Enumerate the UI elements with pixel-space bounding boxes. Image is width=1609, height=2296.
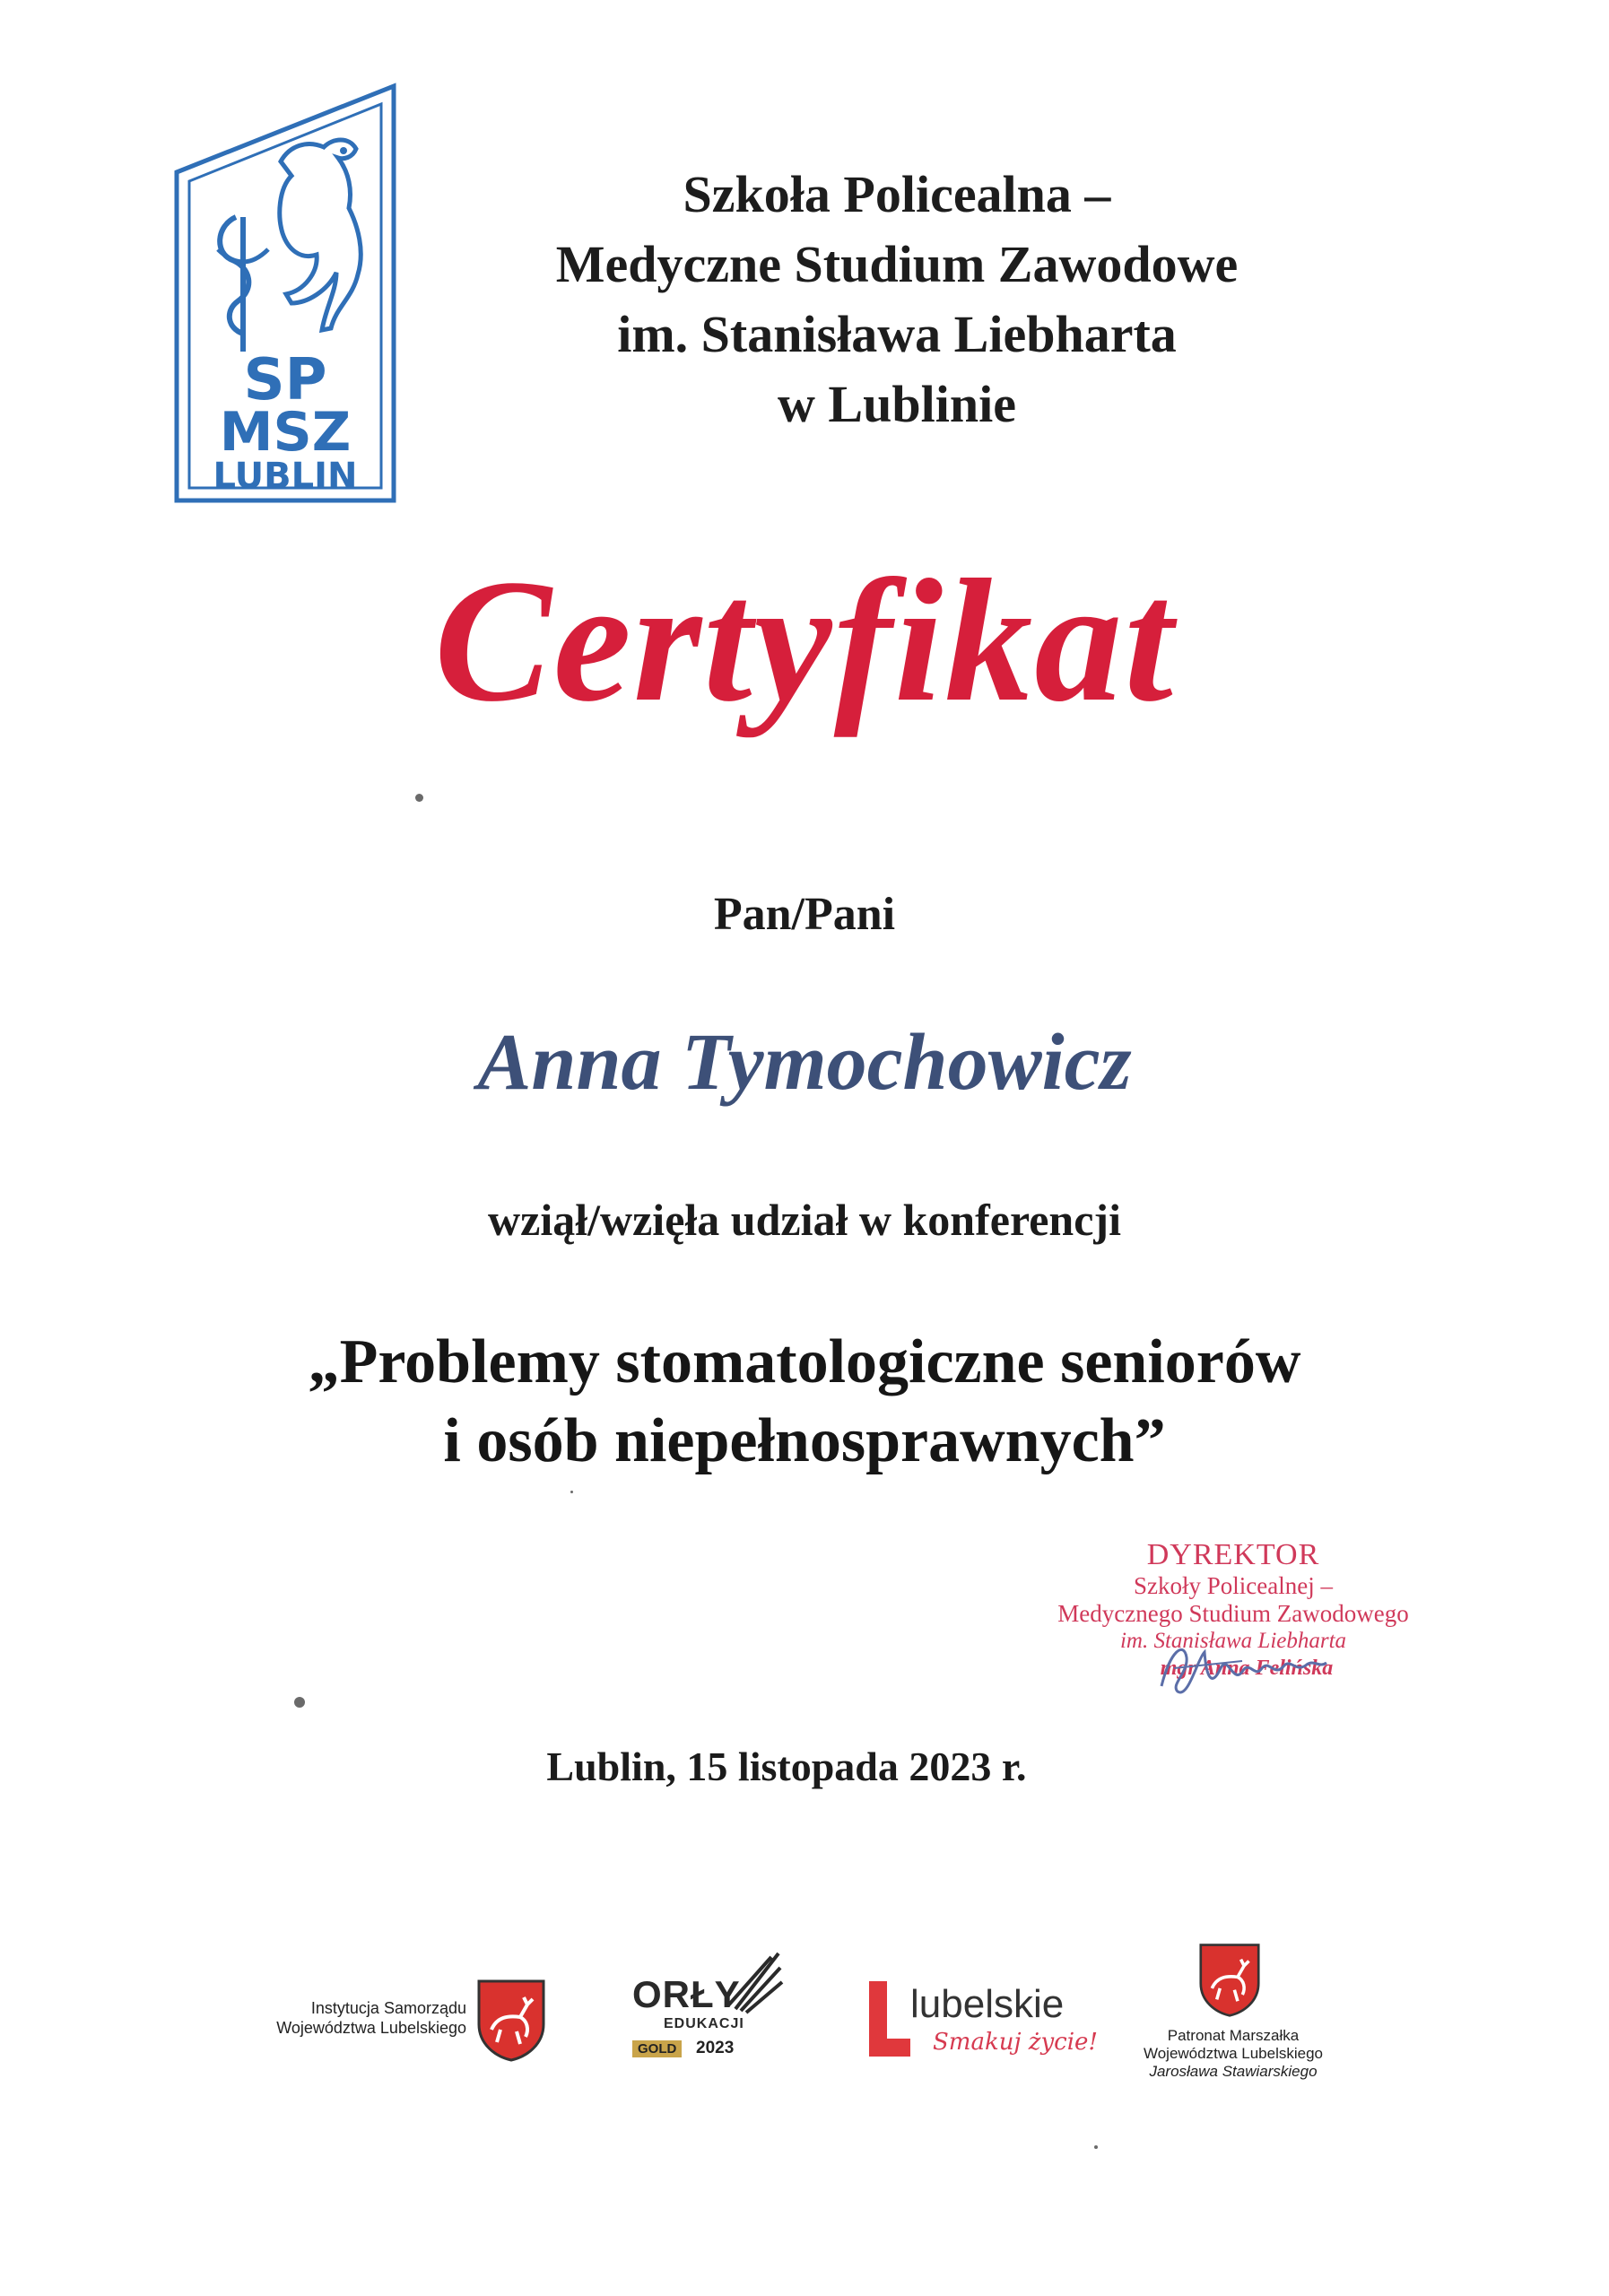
school-name-line: w Lublinie xyxy=(778,375,1016,433)
conference-title xyxy=(0,1323,1609,1481)
stamp-line: Szkoły Policealnej – xyxy=(1134,1572,1333,1599)
lubelskie-brand-text: lubelskie xyxy=(910,1982,1065,2026)
school-logo-graphic xyxy=(173,83,402,504)
school-name xyxy=(466,160,1327,439)
marshal-crest xyxy=(1197,1942,1262,2018)
recipient-name: Anna Tymochowicz xyxy=(477,1018,1132,1107)
institution-line: Województwa Lubelskiego xyxy=(276,2019,466,2037)
stamp-director-name: mgr Anna Felińska xyxy=(1160,1657,1334,1680)
logo-text-sp: SP xyxy=(243,347,327,413)
logo-text-lublin: LUBLIN xyxy=(213,456,358,497)
patronage-line: Patronat Marszałka xyxy=(1167,2027,1300,2044)
orly-sub-text: EDUKACJI xyxy=(664,2016,744,2031)
scan-speck xyxy=(415,794,423,802)
stamp-line: Medycznego Studium Zawodowego xyxy=(1057,1600,1409,1627)
logo-text-msz: MSZ xyxy=(219,401,352,464)
patronage-line: Jarosława Stawiarskiego xyxy=(1149,2063,1318,2080)
school-logo xyxy=(173,83,402,504)
lubelskie-l-icon xyxy=(865,1978,912,2058)
orly-brand-text: ORŁY xyxy=(632,1973,741,2015)
school-name-line: Medyczne Studium Zawodowe xyxy=(555,235,1239,293)
institution-text xyxy=(233,1998,466,2038)
lubelskie-slogan: Smakuj życie! xyxy=(933,2029,1098,2056)
place-and-date xyxy=(0,1740,1609,1794)
certificate-title: Certyfikat xyxy=(434,544,1175,738)
institution-line: Instytucja Samorządu xyxy=(310,1999,466,2017)
participation-text: wziął/wzięła udział w konferencji xyxy=(488,1195,1121,1245)
school-name-line: im. Stanisława Liebharta xyxy=(617,305,1177,363)
lublin-voivodeship-crest xyxy=(475,1978,547,2063)
patronage-text xyxy=(1103,2027,1363,2081)
scan-speck xyxy=(570,1491,573,1493)
handwritten-signature xyxy=(1135,1632,1341,1704)
salutation: Pan/Pani xyxy=(713,889,896,940)
patronage-line: Województwa Lubelskiego xyxy=(1143,2045,1324,2062)
scan-speck xyxy=(294,1697,305,1708)
conference-title-line: i osób niepełnosprawnych” xyxy=(443,1406,1166,1475)
scan-speck xyxy=(1094,2145,1098,2149)
conference-title-line: „Problemy stomatologiczne seniorów xyxy=(308,1327,1301,1396)
place-date-text: Lublin, 15 listopada 2023 r. xyxy=(546,1744,1027,1789)
stamp-line: im. Stanisława Liebharta xyxy=(1119,1629,1347,1653)
school-name-line: Szkoła Policealna – xyxy=(683,165,1111,223)
orly-year: 2023 xyxy=(696,2039,735,2057)
stamp-title: DYREKTOR xyxy=(1146,1538,1320,1571)
orly-gold-badge: GOLD xyxy=(632,2040,682,2057)
